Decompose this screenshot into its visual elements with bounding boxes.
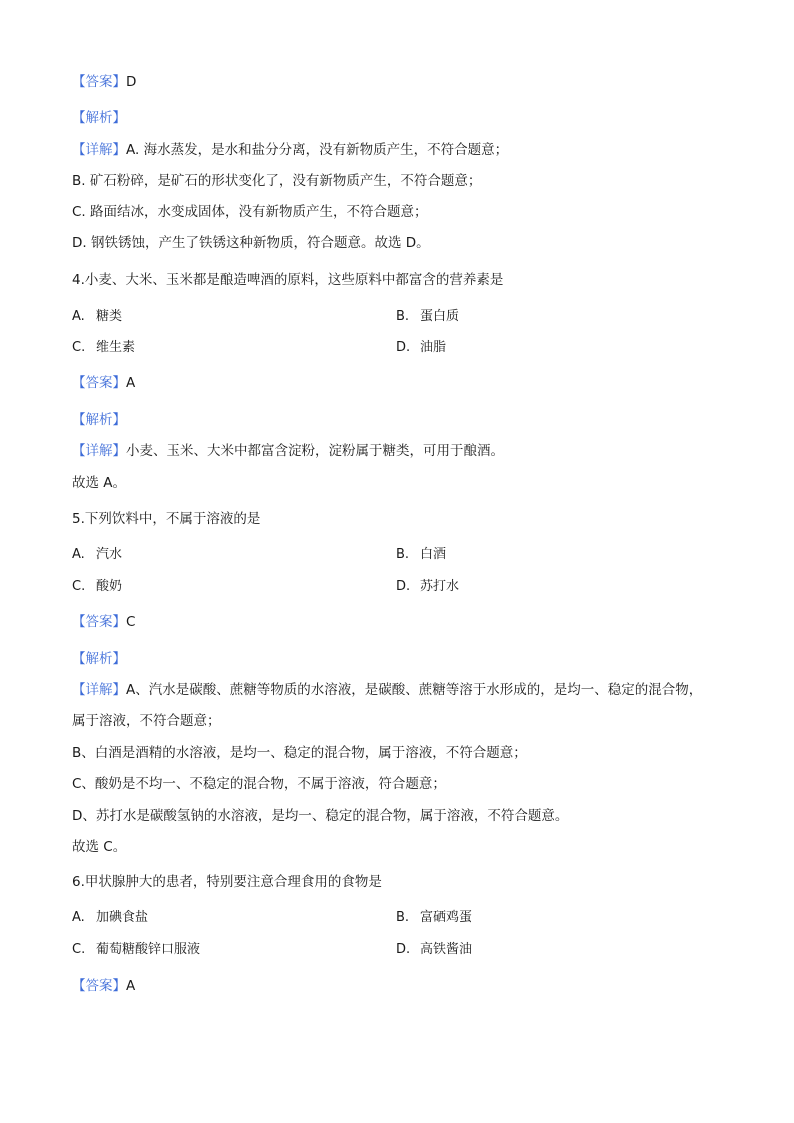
q6-option-a: A. 加碘食盐	[72, 910, 149, 925]
q3-detail-line-3: C. 路面结冰，水变成固体，没有新物质产生，不符合题意；	[72, 204, 428, 220]
q4-analysis-heading	[72, 410, 126, 430]
q5-analysis-heading	[72, 649, 126, 669]
q3-detail-line-1	[72, 140, 508, 160]
q3-analysis-heading	[72, 108, 126, 128]
q3-answer	[72, 72, 136, 92]
q4-detail-line-1: 【详解】小麦、玉米、大米中都富含淀粉，淀粉属于糖类，可用于酿酒。	[72, 443, 504, 459]
answer-tag: 【答案】	[72, 74, 126, 90]
analysis-tag: 【解析】	[72, 110, 126, 126]
detail-tag: 【详解】	[72, 443, 126, 459]
q6-answer: 【答案】A	[72, 978, 136, 994]
q5-detail-line-2: 属于溶液，不符合题意；	[72, 713, 221, 729]
q6-option-c: C. 葡萄糖酸锌口服液	[72, 942, 201, 957]
answer-tag: 【答案】	[72, 978, 126, 994]
q5-detail-line-6: 故选 C。	[72, 839, 127, 855]
q4-stem: 4.小麦、大米、玉米都是酿造啤酒的原料，这些原料中都富含的营养素是	[72, 272, 504, 288]
q5-detail-line-3: B、白酒是酒精的水溶液，是均一、稳定的混合物，属于溶液，不符合题意；	[72, 745, 527, 761]
q4-option-a: A. 糖类	[72, 309, 123, 324]
q6-option-d: D. 高铁酱油	[396, 942, 473, 957]
q5-detail-line-1: 【详解】A、汽水是碳酸、蔗糖等物质的水溶液，是碳酸、蔗糖等溶于水形成的，是均一、稳定的混合物，	[72, 682, 703, 698]
q4-detail-line-2: 故选 A。	[72, 475, 127, 491]
q5-option-d: D. 苏打水	[396, 579, 460, 594]
q3-detail-line-4: D. 钢铁锈蚀，产生了铁锈这种新物质，符合题意。故选 D。	[72, 235, 430, 251]
q4-option-b: B. 蛋白质	[396, 309, 460, 324]
q5-option-b: B. 白酒	[396, 547, 447, 562]
q5-detail-line-4: C、酸奶是不均一、不稳定的混合物，不属于溶液，符合题意；	[72, 776, 446, 792]
q5-stem: 5.下列饮料中，不属于溶液的是	[72, 511, 261, 527]
q5-answer: 【答案】C	[72, 614, 136, 630]
q5-option-c: C. 酸奶	[72, 579, 123, 594]
detail-tag: 【详解】	[72, 682, 126, 698]
answer-tag: 【答案】	[72, 375, 126, 391]
analysis-tag: 【解析】	[72, 651, 126, 667]
answer-value: D	[126, 74, 137, 90]
q4-answer: 【答案】A	[72, 375, 136, 391]
analysis-tag: 【解析】	[72, 412, 126, 428]
q5-detail-line-5: D、苏打水是碳酸氢钠的水溶液，是均一、稳定的混合物，属于溶液，不符合题意。	[72, 808, 569, 824]
q3-detail-line-2: B. 矿石粉碎，是矿石的形状变化了，没有新物质产生，不符合题意；	[72, 173, 482, 189]
q4-option-d: D. 油脂	[396, 340, 447, 355]
answer-tag: 【答案】	[72, 614, 126, 630]
q5-option-a: A. 汽水	[72, 547, 123, 562]
q4-option-c: C. 维生素	[72, 340, 136, 355]
detail-text: A. 海水蒸发，是水和盐分分离，没有新物质产生，不符合题意；	[126, 142, 509, 158]
q6-stem: 6.甲状腺肿大的患者，特别要注意合理食用的食物是	[72, 874, 382, 890]
detail-tag: 【详解】	[72, 142, 126, 158]
q6-option-b: B. 富硒鸡蛋	[396, 910, 473, 925]
